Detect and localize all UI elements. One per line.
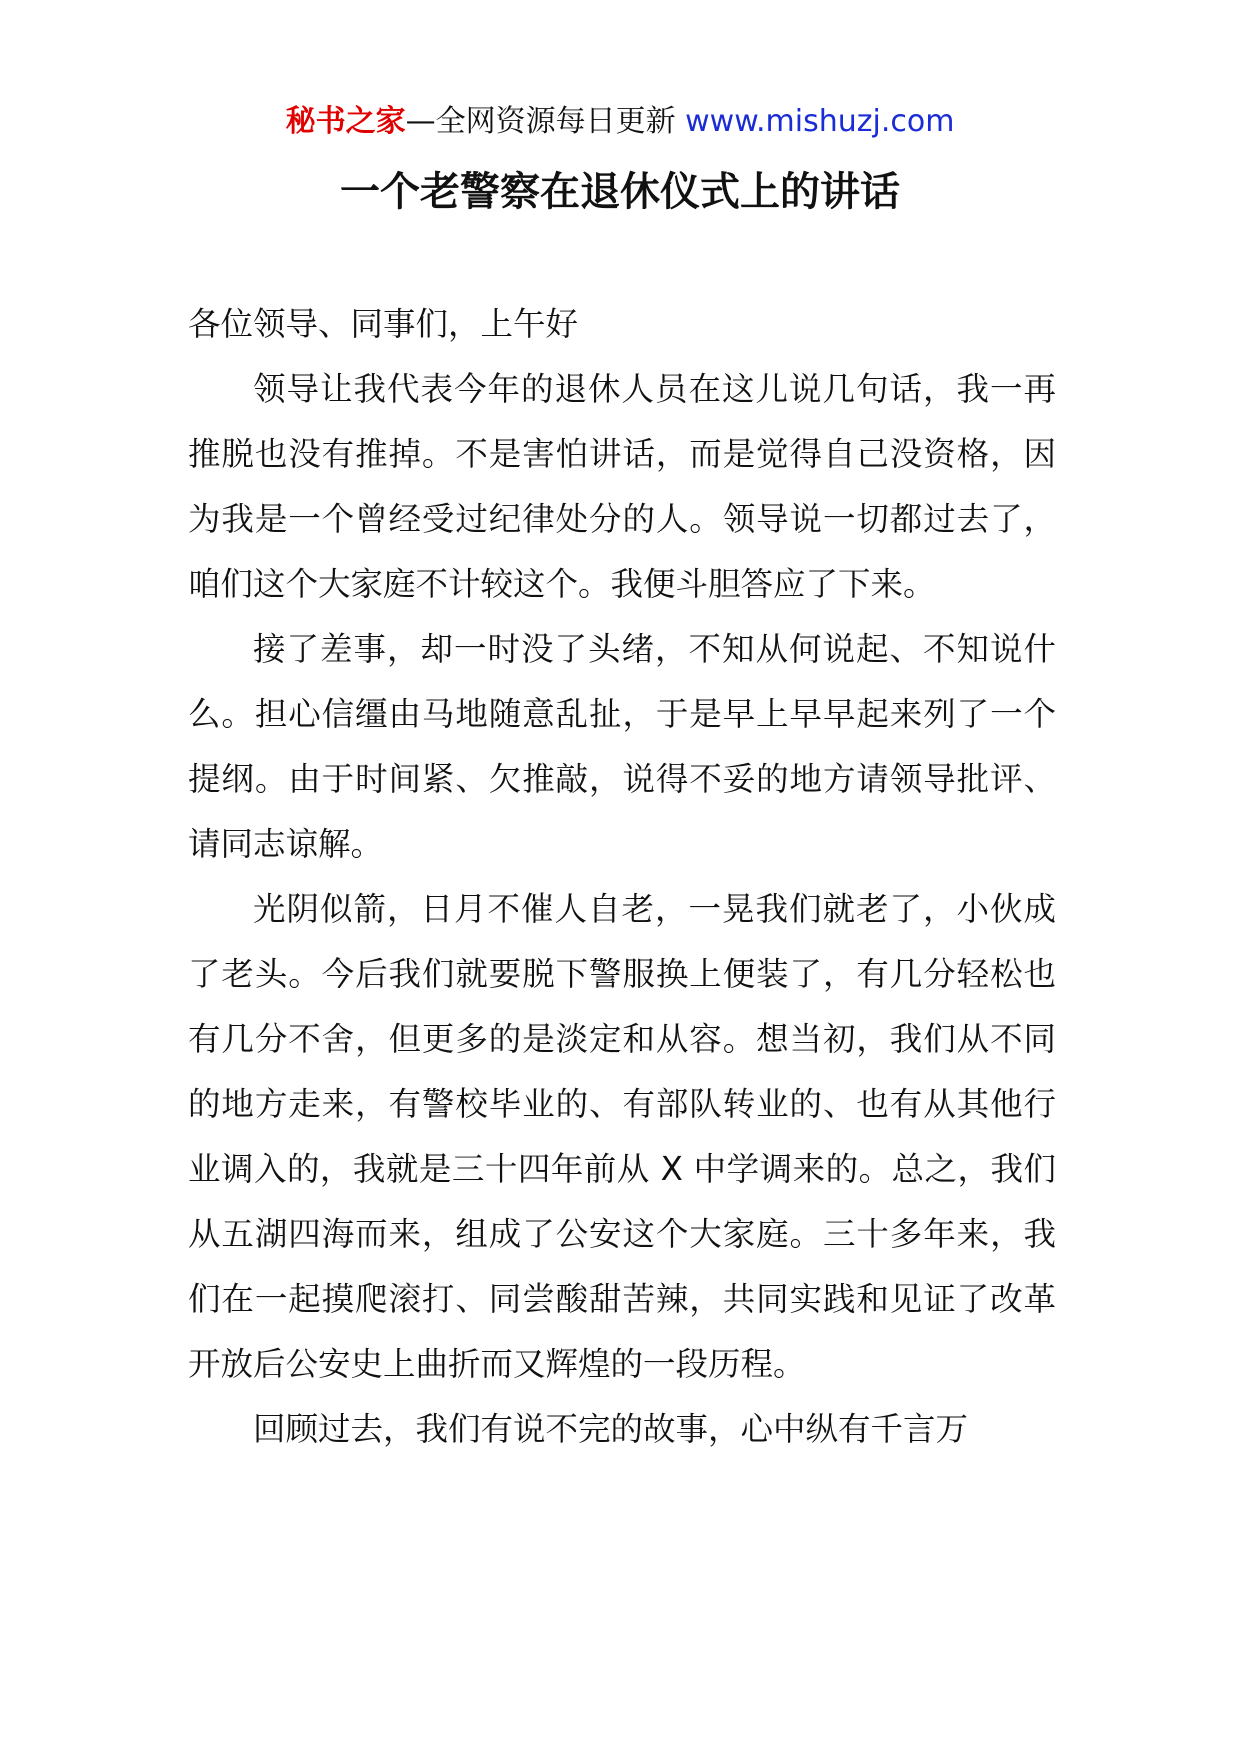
paragraph: 回顾过去，我们有说不完的故事，心中纵有千言万 (253, 1410, 969, 1448)
site-header (0, 102, 1240, 142)
paragraph: 领导让我代表今年的退休人员在这儿说几句话，我一再推脱也没有推掉。不是害怕讲话，而是觉得自己没资格，因为我是一个曾经受过纪律处分的人。领导说一切都过去了，咱们这个大家庭不计较这个。我便斗胆答应了下来。 (188, 370, 1056, 603)
site-url-link[interactable]: www.mishuzj.com (685, 104, 955, 139)
document-title: 一个老警察在退休仪式上的讲话 (340, 169, 900, 215)
header-tagline: —全网资源每日更新 (405, 104, 676, 139)
document-body (188, 292, 1056, 1462)
paragraph: 接了差事，却一时没了头绪，不知从何说起、不知说什么。担心信缰由马地随意乱扯，于是早上早早起来列了一个提纲。由于时间紧、欠推敲，说得不妥的地方请领导批评、请同志谅解。 (188, 630, 1056, 863)
brand-name: 秘书之家 (285, 104, 406, 139)
salutation: 各位领导、同事们，上午好 (188, 305, 579, 343)
paragraph: 光阴似箭，日月不催人自老，一晃我们就老了，小伙成了老头。今后我们就要脱下警服换上便装了，有几分轻松也有几分不舍，但更多的是淡定和从容。想当初，我们从不同的地方走来，有警校毕业的、有部队转业的、也有从其他行业调入的，我就是三十四年前从 X 中学调来的。总之，我们从五湖四海而来，组成了公安这个大家庭。三十多年来，我们在一起摸爬滚打、同尝酸甜苦辣，共同实践和见证了改革开放后公安史上曲折而又辉煌的一段历程。 (188, 890, 1056, 1383)
